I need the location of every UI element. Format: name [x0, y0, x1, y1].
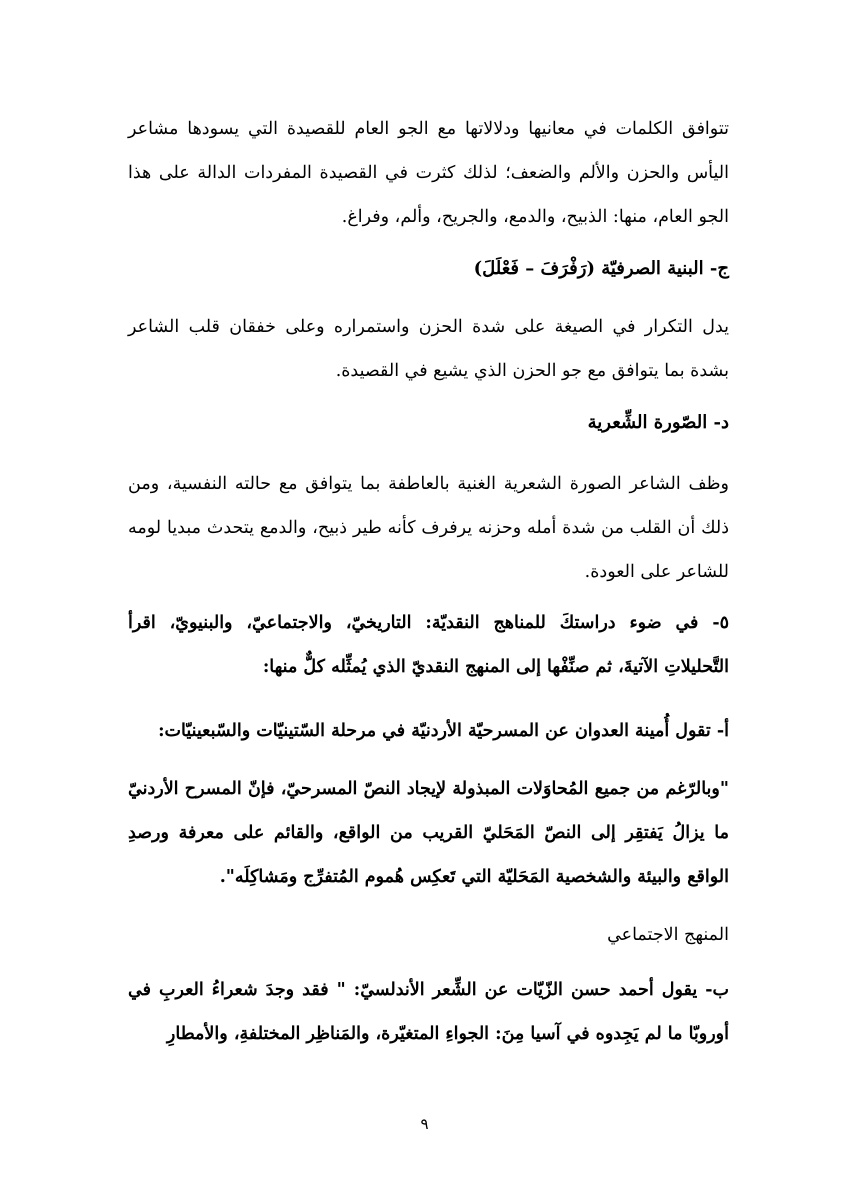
quote-a: "وبالرّغم من جميع المُحاوَلات المبذولة لإيجاد النصّ المسرحيّ، فإنّ المسرح الأردنيّ ما يزالُ يَفتقِر إلى النصّ المَحَليّ القريب من الواقع، والقائم على معرفة ورصدِ الواقع والبيئة والشخصية المَحَليّة التي تَعكِس هُموم المُتفرِّج ومَشاكِلَه".	[128, 779, 729, 887]
question-five: ٥- في ضوء دراستكَ للمناهج النقديّة: التاريخيّ، والاجتماعيّ، والبنيويّ، اقرأ التَّحليلاتِ الآتيةَ، ثم صنِّفْها إلى المنهج النقديّ الذي يُمثِّله كلٌّ منها:	[128, 613, 729, 677]
paragraph-repetition: يدل التكرار في الصيغة على شدة الحزن واستمراره وعلى خفقان قلب الشاعر بشدة بما يتوافق مع جو الحزن الذي يشيع في القصيدة.	[128, 317, 729, 381]
answer-a: المنهج الاجتماعي	[607, 925, 729, 945]
page-number: ٩	[420, 1115, 429, 1133]
heading-morphological-structure: ج- البنية الصرفيّة (رَفْرَفَ – فَعْلَلَ)	[473, 258, 729, 279]
heading-poetic-image: د- الصّورة الشِّعرية	[587, 412, 729, 433]
question-b: ب- يقول أحمد حسن الزّيّات عن الشِّعر الأندلسيّ: " فقد وجدَ شعراءُ العربِ في أوروبّا ما لم يَجِدوه في آسيا مِنَ: الجواءِ المتغيّرة، والمَناظِر المختلفةِ، والأمطارِ	[128, 980, 729, 1044]
paragraph-poetic-image: وظف الشاعر الصورة الشعرية الغنية بالعاطفة بما يتوافق مع حالته النفسية، ومن ذلك أن القلب من شدة أمله وحزنه يرفرف كأنه طير ذبيح، والدمع يتحدث مبديا لومه للشاعر على العودة.	[128, 474, 729, 582]
question-a: أ- تقول أُمينة العدوان عن المسرحيّة الأردنيّة في مرحلة السّتينيّات والسّبعينيّات:	[158, 721, 729, 741]
paragraph-word-meanings: تتوافق الكلمات في معانيها ودلالاتها مع الجو العام للقصيدة التي يسودها مشاعر اليأس والحزن والألم والضعف؛ لذلك كثرت في القصيدة المفردات الدالة على هذا الجو العام، منها: الذبيح، والدمع، والجريح، وألم، وفراغ.	[128, 119, 729, 227]
